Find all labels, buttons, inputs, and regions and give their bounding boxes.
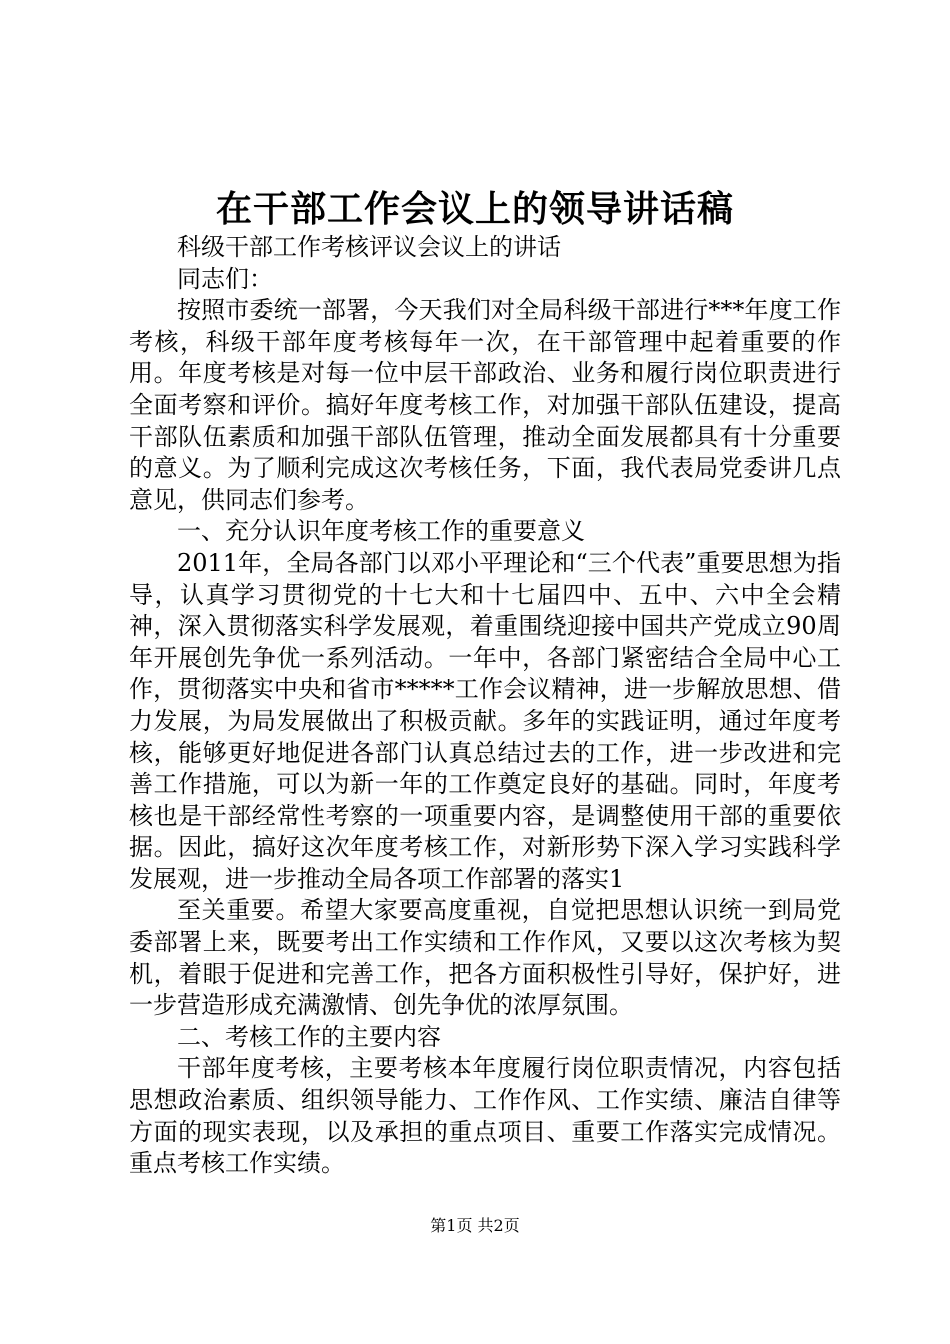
paragraph: 2011年，全局各部门以邓小平理论和“三个代表”重要思想为指导，认真学习贯彻党的十七大和十七届四中、五中、六中全会精神，深入贯彻落实科学发展观，着重围绕迎接中国共产党成立90周年开展创先争优一系列活动。一年中，各部门紧密结合全局中心工作，贯彻落实中央和省市*****工作会议精神，进一步解放思想、借力发展，为局发展做出了积极贡献。多年的实践证明，通过年度考核，能够更好地促进各部门认真总结过去的工作，进一步改进和完善工作措施，可以为新一年的工作奠定良好的基础。同时，年度考核也是干部经常性考察的一项重要内容，是调整使用干部的重要依据。因此，搞好这次年度考核工作，对新形势下深入学习实践科学发展观，进一步推动全局各项工作部署的落实1 [129,548,841,893]
speech-subtitle: 科级干部工作考核评议会议上的讲话 [177,233,561,261]
paragraph: 按照市委统一部署，今天我们对全局科级干部进行***年度工作考核，科级干部年度考核每年一次，在干部管理中起着重要的作用。年度考核是对每一位中层干部政治、业务和履行岗位职责进行全面考察和评价。搞好年度考核工作，对加强干部队伍建设，提高干部队伍素质和加强干部队伍管理，推动全面发展都具有十分重要的意义。为了顺利完成这次考核任务，下面，我代表局党委讲几点意见，供同志们参考。 [129,296,841,514]
page-footer: 第1页 共2页 [430,1216,520,1235]
salutation: 同志们： [177,264,273,293]
paragraph: 至关重要。希望大家要高度重视，自觉把思想认识统一到局党委部署上来，既要考出工作实绩和工作作风，又要以这次考核为契机，着眼于促进和完善工作，把各方面积极性引导好，保护好，进一步营造形成充满激情、创先争优的浓厚氛围。 [129,896,841,1020]
section-heading: 二、考核工作的主要内容 [177,1022,441,1051]
section-heading: 一、充分认识年度考核工作的重要意义 [177,517,585,546]
document-body [129,232,841,1180]
paragraph: 干部年度考核，主要考核本年度履行岗位职责情况，内容包括思想政治素质、组织领导能力、工作作风、工作实绩、廉洁自律等方面的现实表现，以及承担的重点项目、重要工作落实完成情况。重点考核工作实绩。 [129,1054,841,1178]
document-title: 在干部工作会议上的领导讲话稿 [215,188,734,230]
